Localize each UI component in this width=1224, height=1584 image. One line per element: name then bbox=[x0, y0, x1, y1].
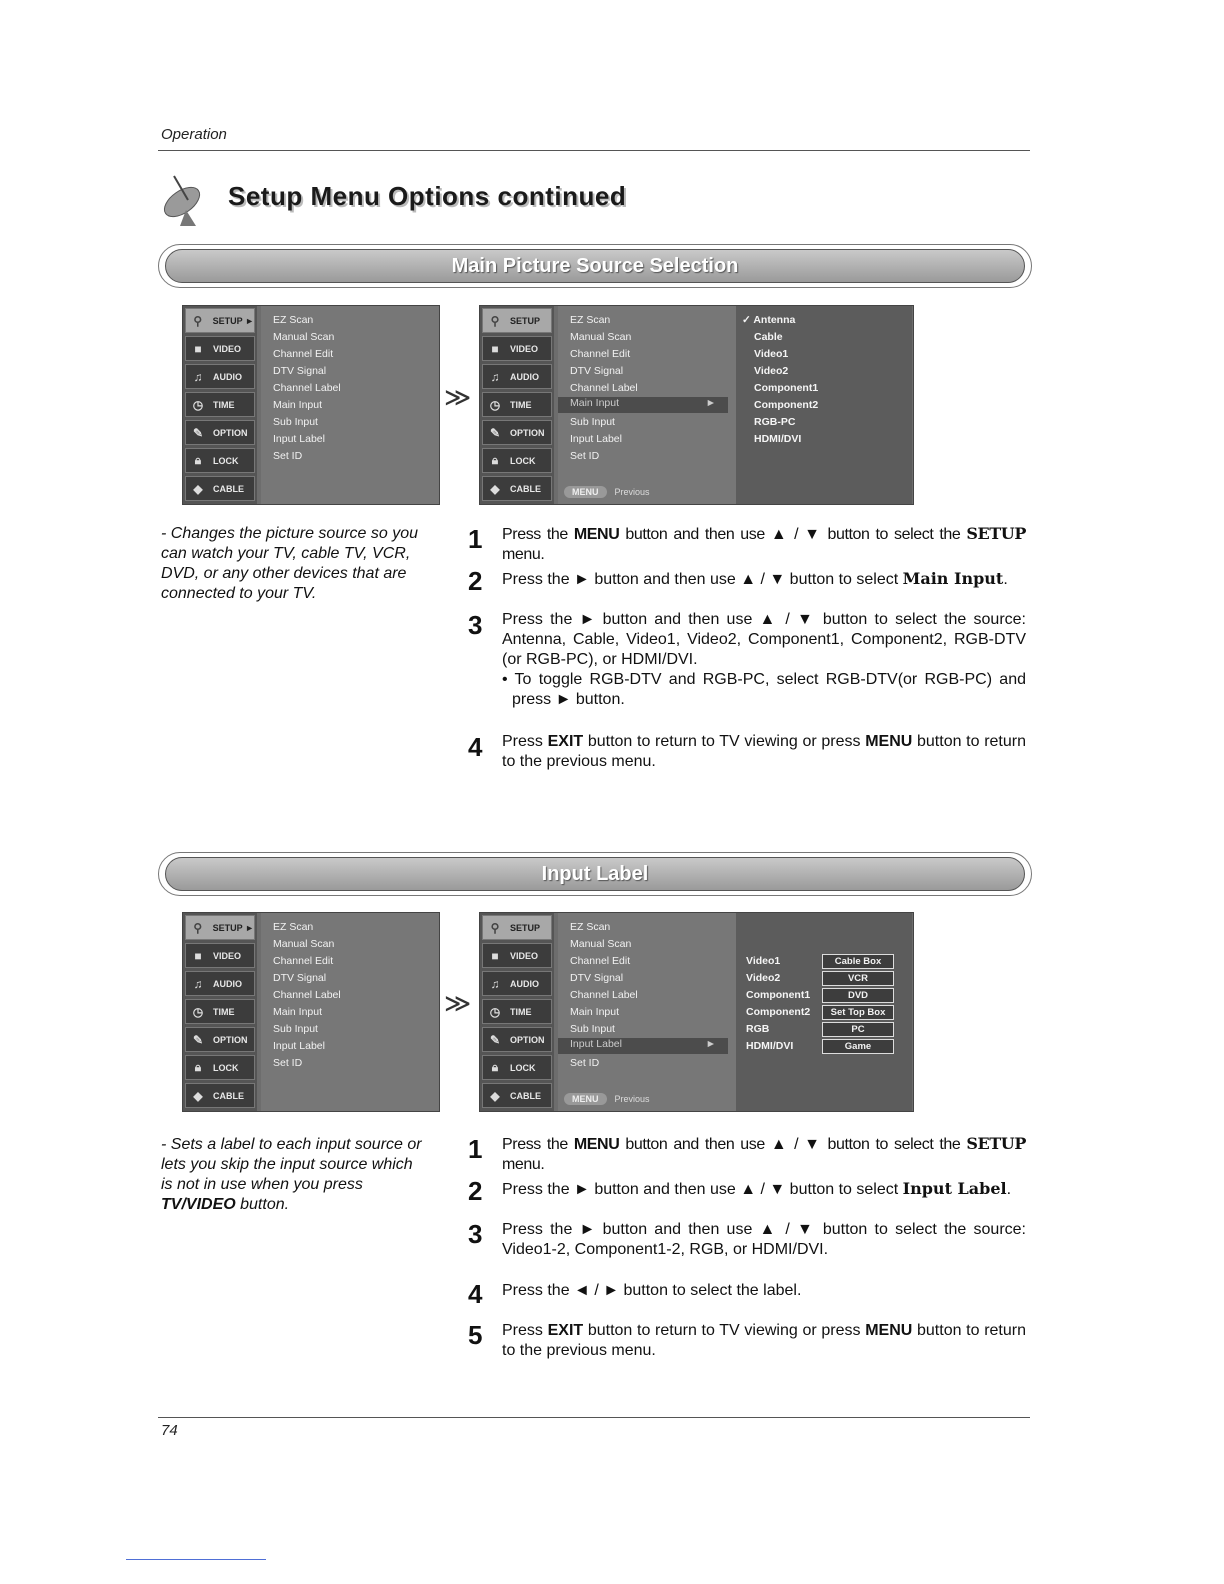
menu-item[interactable]: EZ Scan bbox=[273, 314, 314, 326]
tab-time[interactable]: ◷ TIME bbox=[482, 392, 552, 417]
menu-item[interactable]: Sub Input bbox=[570, 1023, 615, 1035]
menu-item[interactable]: Set ID bbox=[570, 450, 600, 462]
source-option[interactable]: HDMI/DVI bbox=[754, 433, 802, 445]
tab-video[interactable]: ■ VIDEO bbox=[185, 336, 255, 361]
scan-artifact-line bbox=[126, 1559, 266, 1560]
step-number: 3 bbox=[468, 610, 483, 640]
input-name: Video1 bbox=[746, 955, 781, 967]
tab-lock[interactable]: 🔒︎ LOCK bbox=[185, 1055, 255, 1080]
speaker-icon: ♫ bbox=[193, 976, 203, 991]
menu-item[interactable]: Main Input bbox=[570, 1006, 620, 1018]
tab-time[interactable]: ◷ TIME bbox=[185, 999, 255, 1024]
step-text: Press the MENU button and then use ▲ / ▼ button to select the SETUP menu. bbox=[502, 524, 1026, 563]
source-option[interactable]: Video1 bbox=[754, 348, 789, 360]
source-option-selected[interactable]: ✓ Antenna bbox=[742, 314, 796, 326]
satellite-dish-icon bbox=[158, 172, 210, 233]
screen-icon: ■ bbox=[194, 341, 202, 356]
section-heading-bar bbox=[158, 852, 1032, 896]
menu-item[interactable]: Input Label bbox=[570, 433, 622, 445]
next-step-arrow-icon: ≫ bbox=[444, 988, 472, 1018]
tab-audio[interactable]: ♫ AUDIO bbox=[185, 364, 255, 389]
tab-option[interactable]: ✎ OPTION bbox=[185, 420, 255, 445]
setup-items bbox=[558, 913, 736, 1111]
tab-setup[interactable]: ⚲ SETUP bbox=[482, 915, 552, 940]
step-text: Press the ► button and then use ▲ / ▼ button to select the source: Video1-2, Component1-2, RGB, or HDMI/DVI. bbox=[502, 1221, 1026, 1258]
step-number: 2 bbox=[468, 566, 483, 596]
tab-lock[interactable]: 🔒︎ LOCK bbox=[185, 448, 255, 473]
screen-icon: ■ bbox=[194, 948, 202, 963]
wrench-icon: ✎ bbox=[192, 1032, 204, 1047]
page-title: Setup Menu Options continued bbox=[228, 181, 627, 211]
menu-item[interactable]: Channel Label bbox=[273, 382, 341, 394]
speaker-icon: ♫ bbox=[490, 369, 500, 384]
setup-menu-screen bbox=[182, 912, 440, 1112]
tab-lock[interactable]: 🔒︎ LOCK bbox=[482, 448, 552, 473]
menu-item[interactable]: Input Label bbox=[273, 1040, 325, 1052]
menu-item[interactable]: Channel Edit bbox=[273, 955, 334, 967]
tab-setup[interactable]: ⚲ SETUP ► bbox=[185, 915, 255, 940]
lock-icon: 🔒︎ bbox=[194, 1060, 202, 1074]
input-name: Component1 bbox=[746, 989, 811, 1001]
source-option[interactable]: Video2 bbox=[754, 365, 789, 377]
previous-hint: MENU Previous bbox=[564, 1093, 650, 1105]
label-field[interactable]: Set Top Box bbox=[822, 1005, 894, 1020]
menu-item[interactable]: Channel Edit bbox=[570, 348, 631, 360]
menu-tabs bbox=[480, 913, 554, 1111]
footer-rule bbox=[158, 1417, 1030, 1418]
tab-setup[interactable]: ⚲ SETUP bbox=[482, 308, 552, 333]
menu-item[interactable]: Sub Input bbox=[273, 1023, 318, 1035]
menu-item[interactable]: DTV Signal bbox=[570, 972, 624, 984]
lock-icon: 🔒︎ bbox=[194, 453, 202, 467]
speaker-icon: ♫ bbox=[490, 976, 500, 991]
menu-tabs bbox=[183, 306, 257, 504]
tab-cable[interactable]: ◆ CABLE bbox=[482, 1083, 552, 1108]
step-number: 5 bbox=[468, 1320, 483, 1350]
menu-item[interactable]: Set ID bbox=[273, 1057, 303, 1069]
menu-item-selected[interactable]: Input Label ► bbox=[558, 1038, 728, 1054]
step-number: 4 bbox=[468, 1279, 483, 1309]
section-heading: Input Label bbox=[165, 857, 1025, 891]
satellite-dish-icon: ⚲ bbox=[490, 313, 500, 328]
menu-item[interactable]: Main Input bbox=[273, 1006, 323, 1018]
label-field[interactable]: Game bbox=[822, 1039, 894, 1054]
clock-icon: ◷ bbox=[489, 1004, 501, 1019]
right-arrow-icon: ► bbox=[705, 1038, 716, 1050]
menu-item[interactable]: EZ Scan bbox=[570, 314, 611, 326]
step-text: Press EXIT button to return to TV viewing or press MENU button to return to the previous menu. bbox=[502, 1322, 1027, 1359]
menu-item[interactable]: DTV Signal bbox=[273, 972, 327, 984]
step-number: 4 bbox=[468, 732, 483, 762]
tab-audio[interactable]: ♫ AUDIO bbox=[482, 364, 552, 389]
section-heading: Main Picture Source Selection bbox=[165, 249, 1025, 283]
menu-item[interactable]: Channel Label bbox=[273, 989, 341, 1001]
tab-audio[interactable]: ♫ AUDIO bbox=[482, 971, 552, 996]
label-field[interactable]: DVD bbox=[822, 988, 894, 1003]
section-heading-bar bbox=[158, 244, 1032, 288]
screen-icon: ■ bbox=[491, 341, 499, 356]
next-step-arrow-icon: ≫ bbox=[444, 382, 472, 412]
tab-cable[interactable]: ◆ CABLE bbox=[482, 476, 552, 501]
input-name: Video2 bbox=[746, 972, 781, 984]
section-description: - Sets a label to each input source or lets you skip the input source which is not in use when you press TV/VIDEO button. bbox=[161, 1136, 422, 1213]
lock-icon: 🔒︎ bbox=[491, 1060, 499, 1074]
setup-items bbox=[558, 306, 736, 504]
step-text: Press EXIT button to return to TV viewing or press MENU button to return to the previous menu. bbox=[502, 733, 1027, 770]
source-submenu bbox=[736, 306, 912, 504]
input-label-menu-screen bbox=[479, 912, 914, 1112]
step-text: Press the MENU button and then use ▲ / ▼ button to select the SETUP menu. bbox=[502, 1134, 1026, 1173]
step-bullet: • To toggle RGB-DTV and RGB-PC, select RGB-DTV(or RGB-PC) and press ► button. bbox=[502, 671, 1026, 708]
label-submenu bbox=[736, 913, 912, 1111]
input-name: RGB bbox=[746, 1023, 770, 1035]
menu-item[interactable]: Main Input bbox=[273, 399, 323, 411]
step-number: 2 bbox=[468, 1176, 483, 1206]
menu-item[interactable]: Channel Edit bbox=[570, 955, 631, 967]
cable-icon: ◆ bbox=[490, 1088, 500, 1103]
speaker-icon: ♫ bbox=[193, 369, 203, 384]
menu-item[interactable]: Input Label bbox=[273, 433, 325, 445]
label-field[interactable]: PC bbox=[822, 1022, 894, 1037]
menu-item[interactable]: EZ Scan bbox=[273, 921, 314, 933]
menu-tabs bbox=[183, 913, 257, 1111]
satellite-dish-icon: ⚲ bbox=[490, 920, 500, 935]
menu-item[interactable]: DTV Signal bbox=[273, 365, 327, 377]
step-text: Press the ► button and then use ▲ / ▼ button to select the source: Antenna, Cable, Video1, Video2, Component1, Component2, RGB-DTV (or RGB-PC), or HDMI/DVI. • To toggle RGB-DTV and RGB-PC, select RGB-DTV(or RGB-PC) and press ► button. bbox=[502, 611, 1026, 708]
screen-icon: ■ bbox=[491, 948, 499, 963]
menu-key-badge: MENU bbox=[564, 486, 607, 498]
previous-hint: MENU Previous bbox=[564, 486, 650, 498]
wrench-icon: ✎ bbox=[192, 425, 204, 440]
menu-item[interactable]: DTV Signal bbox=[570, 365, 624, 377]
satellite-dish-icon: ⚲ bbox=[193, 313, 203, 328]
tab-option[interactable]: ✎ OPTION bbox=[482, 420, 552, 445]
tab-time[interactable]: ◷ TIME bbox=[482, 999, 552, 1024]
cable-icon: ◆ bbox=[490, 481, 500, 496]
tab-cable[interactable]: ◆ CABLE bbox=[185, 476, 255, 501]
menu-item[interactable]: Channel Edit bbox=[273, 348, 334, 360]
menu-item[interactable]: Sub Input bbox=[570, 416, 615, 428]
step-number: 1 bbox=[468, 1134, 483, 1164]
clock-icon: ◷ bbox=[192, 1004, 204, 1019]
source-option[interactable]: Component1 bbox=[754, 382, 819, 394]
tab-option[interactable]: ✎ OPTION bbox=[482, 1027, 552, 1052]
menu-item[interactable]: Sub Input bbox=[273, 416, 318, 428]
step-text: Press the ► button and then use ▲ / ▼ button to select Input Label. bbox=[502, 1179, 1012, 1198]
tab-video[interactable]: ■ VIDEO bbox=[482, 336, 552, 361]
setup-items bbox=[261, 306, 439, 504]
input-name: Component2 bbox=[746, 1006, 811, 1018]
wrench-icon: ✎ bbox=[489, 1032, 501, 1047]
clock-icon: ◷ bbox=[192, 397, 204, 412]
setup-menu-screen bbox=[182, 305, 440, 505]
page-number: 74 bbox=[161, 1422, 178, 1439]
tab-video[interactable]: ■ VIDEO bbox=[185, 943, 255, 968]
source-option[interactable]: Component2 bbox=[754, 399, 819, 411]
cable-icon: ◆ bbox=[193, 481, 203, 496]
step-text: Press the ► button and then use ▲ / ▼ button to select Main Input. bbox=[502, 569, 1008, 588]
label-field[interactable]: VCR bbox=[822, 971, 894, 986]
menu-item[interactable]: EZ Scan bbox=[570, 921, 611, 933]
source-option[interactable]: RGB-PC bbox=[754, 416, 796, 428]
right-arrow-icon: ► bbox=[705, 397, 716, 409]
input-name: HDMI/DVI bbox=[746, 1040, 794, 1052]
header-rule bbox=[158, 150, 1030, 151]
step-number: 3 bbox=[468, 1219, 483, 1249]
tab-cable[interactable]: ◆ CABLE bbox=[185, 1083, 255, 1108]
tab-lock[interactable]: 🔒︎ LOCK bbox=[482, 1055, 552, 1080]
step-text: Press the ◄ / ► button to select the label. bbox=[502, 1282, 802, 1299]
menu-item[interactable]: Manual Scan bbox=[273, 938, 335, 950]
menu-item[interactable]: Channel Label bbox=[570, 989, 638, 1001]
clock-icon: ◷ bbox=[489, 397, 501, 412]
setup-items bbox=[261, 913, 439, 1111]
menu-item[interactable]: Manual Scan bbox=[273, 331, 335, 343]
menu-item[interactable]: Set ID bbox=[570, 1057, 600, 1069]
label-field[interactable]: Cable Box bbox=[822, 954, 894, 969]
tab-audio[interactable]: ♫ AUDIO bbox=[185, 971, 255, 996]
source-option[interactable]: Cable bbox=[754, 331, 783, 343]
menu-key-badge: MENU bbox=[564, 1093, 607, 1105]
main-input-menu-screen bbox=[479, 305, 914, 505]
lock-icon: 🔒︎ bbox=[491, 453, 499, 467]
menu-tabs bbox=[480, 306, 554, 504]
tab-video[interactable]: ■ VIDEO bbox=[482, 943, 552, 968]
step-number: 1 bbox=[468, 524, 483, 554]
cable-icon: ◆ bbox=[193, 1088, 203, 1103]
tab-option[interactable]: ✎ OPTION bbox=[185, 1027, 255, 1052]
menu-item[interactable]: Manual Scan bbox=[570, 331, 632, 343]
wrench-icon: ✎ bbox=[489, 425, 501, 440]
section-label: Operation bbox=[161, 126, 227, 143]
satellite-dish-icon: ⚲ bbox=[193, 920, 203, 935]
menu-item[interactable]: Manual Scan bbox=[570, 938, 632, 950]
tab-time[interactable]: ◷ TIME bbox=[185, 392, 255, 417]
menu-item[interactable]: Channel Label bbox=[570, 382, 638, 394]
menu-item-selected[interactable]: Main Input ► bbox=[558, 397, 728, 413]
menu-item[interactable]: Set ID bbox=[273, 450, 303, 462]
tab-setup[interactable]: ⚲ SETUP ► bbox=[185, 308, 255, 333]
section-description: - Changes the picture source so you can watch your TV, cable TV, VCR, DVD, or any other devices that are connected to your TV. bbox=[161, 525, 419, 602]
